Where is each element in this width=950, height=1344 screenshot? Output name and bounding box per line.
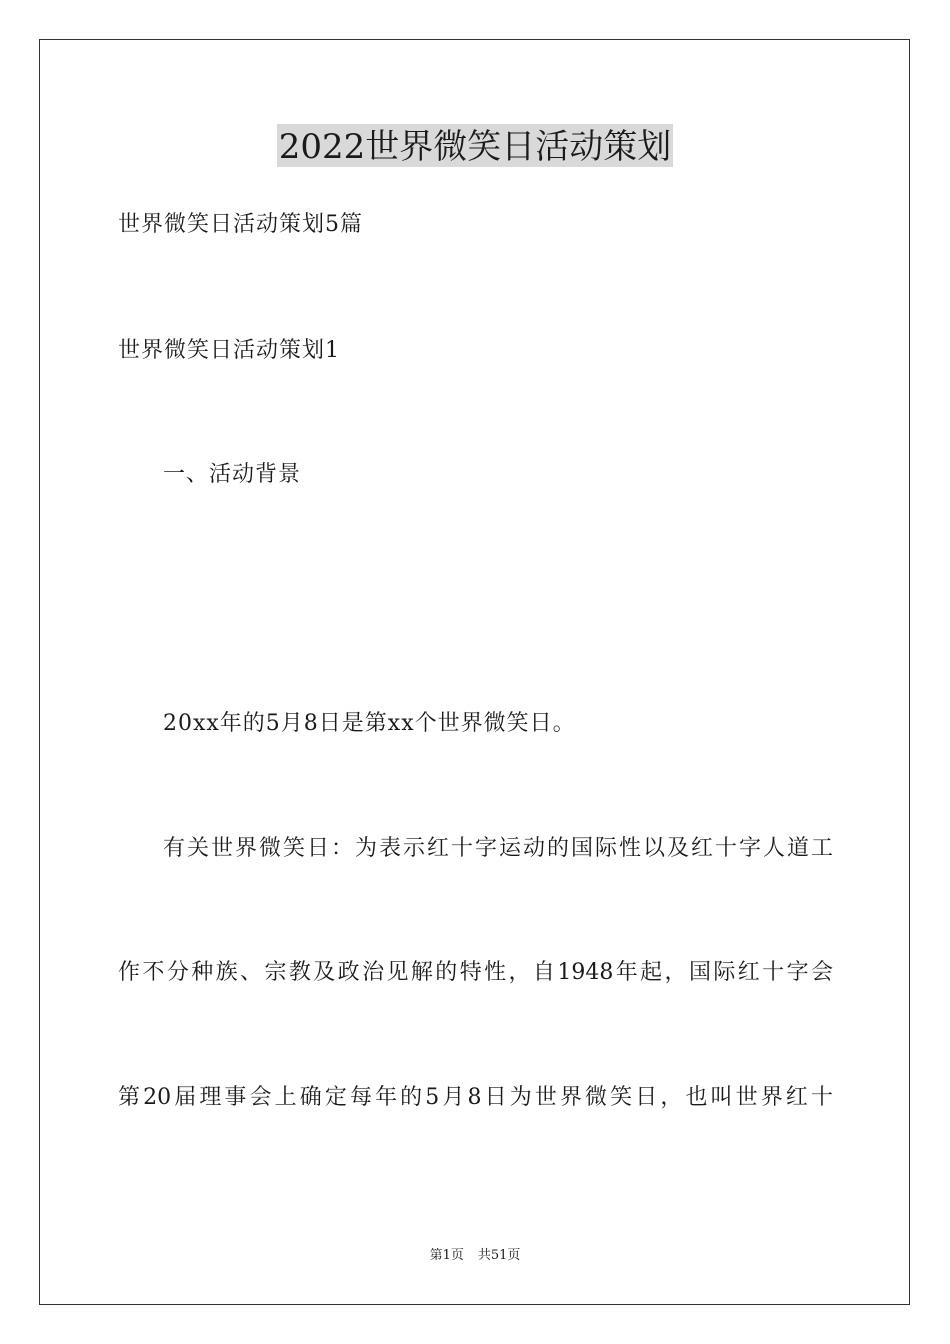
paragraph-line-4: 第20届理事会上确定每年的5月8日为世界微笑日，也叫世界红十 xyxy=(118,1085,833,1110)
paragraph-line-3: 作不分种族、宗教及政治见解的特性，自1948年起，国际红十字会 xyxy=(118,960,833,985)
page-footer xyxy=(0,1249,950,1262)
paragraph-line-2: 有关世界微笑日：为表示红十字运动的国际性以及红十字人道工 xyxy=(163,836,833,861)
section-heading: 世界微笑日活动策划1 xyxy=(118,338,340,363)
document-title-container xyxy=(0,124,950,167)
page-number: 第1页 xyxy=(429,1248,464,1263)
subsection-heading: 一、活动背景 xyxy=(163,462,302,487)
document-subtitle: 世界微笑日活动策划5篇 xyxy=(118,212,363,237)
document-title: 2022世界微笑日活动策划 xyxy=(277,124,674,167)
paragraph-line-1: 20xx年的5月8日是第xx个世界微笑日。 xyxy=(163,711,576,736)
page-total: 共51页 xyxy=(477,1248,521,1263)
